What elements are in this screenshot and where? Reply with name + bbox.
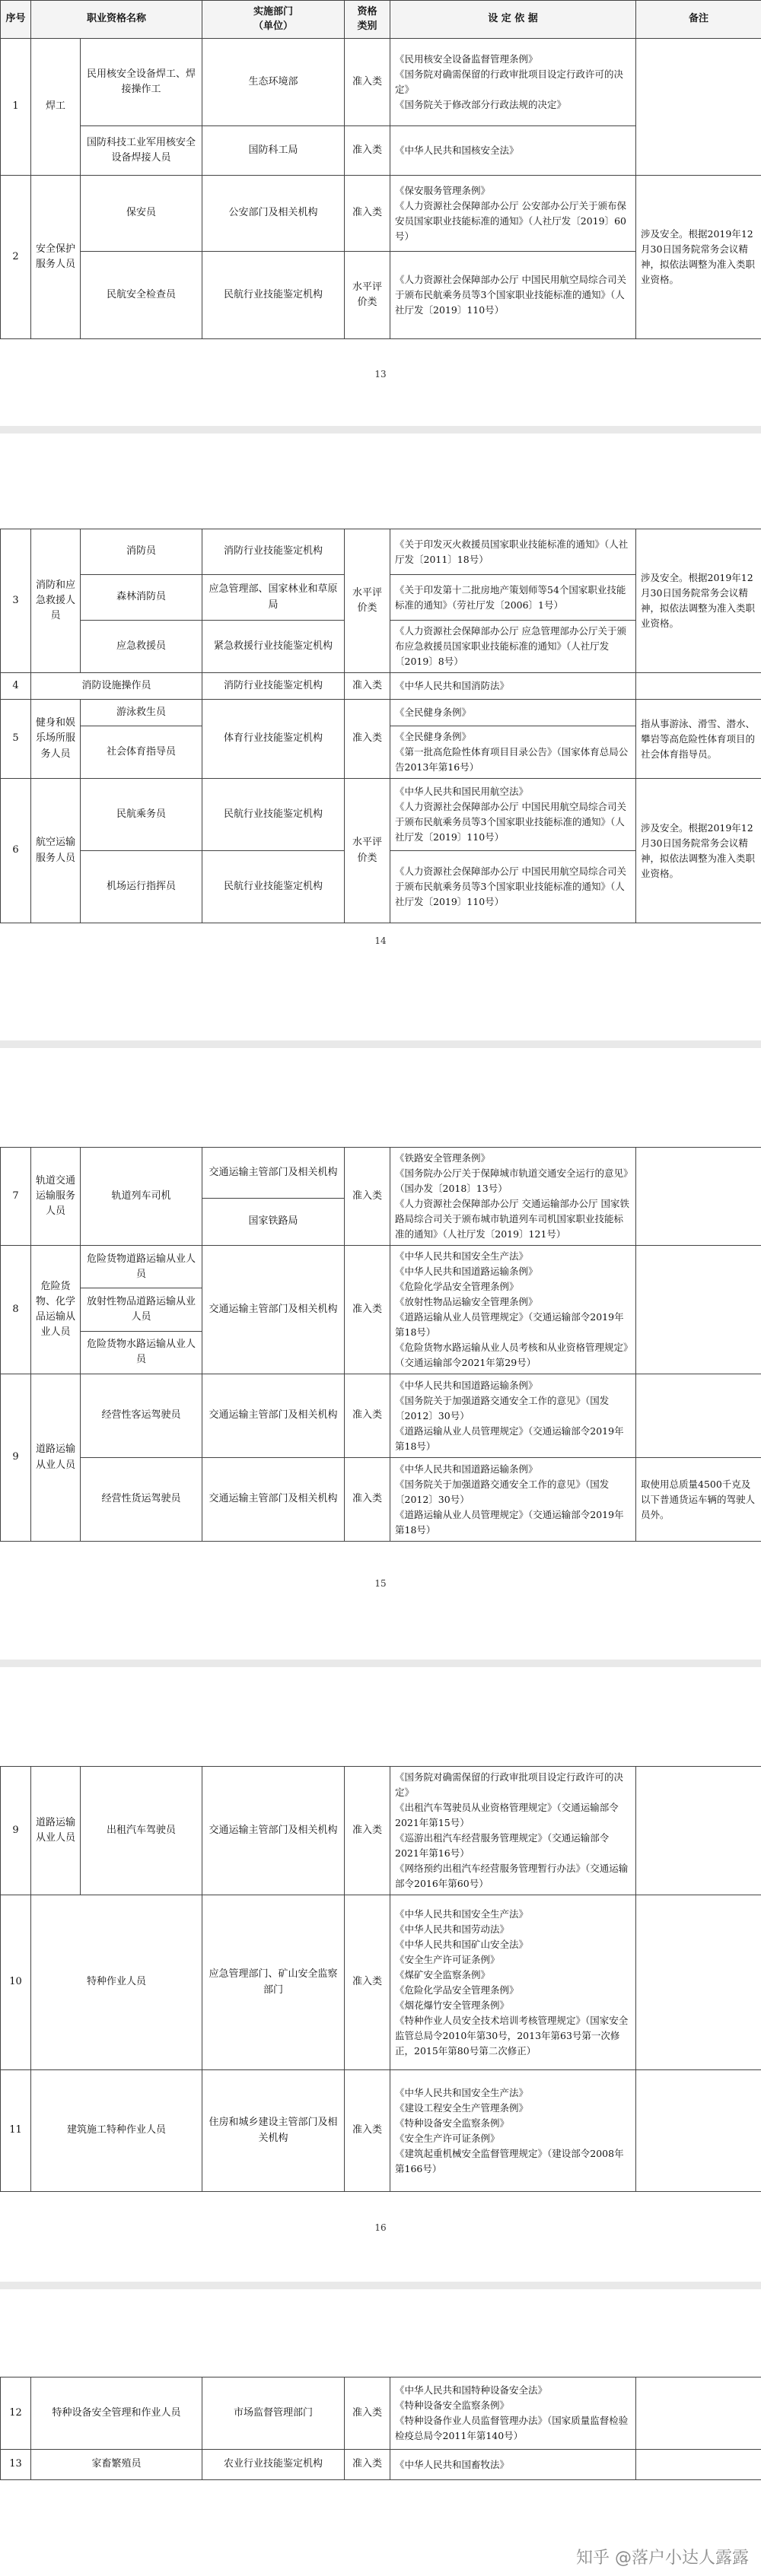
header-basis: 设 定 依 据	[390, 1, 636, 39]
row-subtitle: 放射性物品道路运输从业人员	[81, 1288, 202, 1331]
row-dept: 国家铁路局	[202, 1199, 345, 1246]
row-title: 航空运输服务人员	[31, 779, 81, 923]
row-no: 8	[1, 1246, 31, 1374]
row-title: 家畜繁殖员	[31, 2450, 202, 2480]
row-subtitle: 国防科技工业军用核安全设备焊接人员	[81, 126, 202, 176]
row-no: 9	[1, 1374, 31, 1542]
table-row	[1, 1246, 761, 1288]
row-dept: 国防科工局	[202, 126, 345, 176]
row-category: 水平评价类	[345, 252, 390, 339]
row-dept: 住房和城乡建设主管部门及相关机构	[202, 2070, 345, 2192]
row-no: 11	[1, 2070, 31, 2192]
row-dept: 体育行业技能鉴定机构	[202, 700, 345, 779]
page-number: 14	[374, 935, 387, 946]
row-dept: 民航行业技能鉴定机构	[202, 779, 345, 851]
row-subtitle: 危险货物水路运输从业人员	[81, 1331, 202, 1374]
table-row	[1, 39, 761, 126]
row-basis: 《全民健身条例》	[390, 700, 636, 726]
row-dept: 农业行业技能鉴定机构	[202, 2450, 345, 2480]
qualification-table-p16	[0, 1766, 761, 2192]
table-row	[1, 1895, 761, 2070]
row-basis: 《中华人民共和国道路运输条例》 《国务院关于加强道路交通安全工作的意见》（国发〔2012〕30号） 《道路运输从业人员管理规定》（交通运输部令2019年第18号）	[390, 1374, 636, 1458]
row-category: 准入类	[345, 1246, 390, 1374]
table-row	[1, 2450, 761, 2480]
row-title: 特种作业人员	[31, 1895, 202, 2070]
row-basis: 《人力资源社会保障部办公厅 中国民用航空局综合司关于颁布民航乘务员等3个国家职业技能标准的通知》（人社厅发〔2019〕110号）	[390, 252, 636, 339]
page-number: 16	[374, 2222, 387, 2233]
row-basis: 《中华人民共和国安全生产法》 《中华人民共和国劳动法》 《中华人民共和国矿山安全法》 《安全生产许可证条例》 《煤矿安全监察条例》 《危险化学品安全管理条例》 《烟花爆竹安全管理条例》 《特种作业人员安全技术培训考核管理规定》（国家安全监管总局令2010年第30号，2013年第63号第一次修正，2015年第80号第二次修正）	[390, 1895, 636, 2070]
row-basis: 《保安服务管理条例》 《人力资源社会保障部办公厅 公安部办公厅关于颁布保安员国家职业技能标准的通知》（人社厅发〔2019〕60号）	[390, 176, 636, 252]
row-title: 建筑施工特种作业人员	[31, 2070, 202, 2192]
row-note: 涉及安全。根据2019年12月30日国务院常务会议精神，拟依法调整为准入类职业资格。	[636, 176, 761, 339]
row-no: 10	[1, 1895, 31, 2070]
row-subtitle: 森林消防员	[81, 575, 202, 621]
table-row	[1, 176, 761, 252]
row-no: 9	[1, 1767, 31, 1895]
row-dept: 交通运输主管部门及相关机构	[202, 1246, 345, 1374]
row-category: 准入类	[345, 2450, 390, 2480]
table-row	[1, 1148, 761, 1199]
row-subtitle: 民航乘务员	[81, 779, 202, 851]
row-category: 准入类	[345, 39, 390, 126]
table-row	[1, 2070, 761, 2192]
row-basis: 《中华人民共和国消防法》	[390, 673, 636, 700]
row-title: 危险货物、化学品运输从业人员	[31, 1246, 81, 1374]
row-dept: 紧急救援行业技能鉴定机构	[202, 621, 345, 673]
table-row	[1, 1767, 761, 1895]
table-row	[1, 700, 761, 726]
row-subtitle: 轨道列车司机	[81, 1148, 202, 1246]
row-category: 准入类	[345, 673, 390, 700]
row-note: 涉及安全。根据2019年12月30日国务院常务会议精神，拟依法调整为准入类职业资格。	[636, 529, 761, 673]
page-15	[0, 1048, 761, 1626]
row-subtitle: 民航安全检查员	[81, 252, 202, 339]
row-category: 准入类	[345, 1767, 390, 1895]
row-note	[636, 1374, 761, 1458]
row-title: 特种设备安全管理和作业人员	[31, 2377, 202, 2450]
row-title: 轨道交通运输服务人员	[31, 1148, 81, 1246]
row-note	[636, 673, 761, 700]
row-dept: 交通运输主管部门及相关机构	[202, 1767, 345, 1895]
watermark: 知乎 @落户小达人露露	[576, 2549, 749, 2568]
row-dept: 交通运输主管部门及相关机构	[202, 1148, 345, 1199]
page-number: 13	[374, 369, 387, 380]
row-subtitle: 游泳救生员	[81, 700, 202, 726]
row-basis: 《关于印发灭火救援员国家职业技能标准的通知》（人社厅发〔2011〕18号）	[390, 529, 636, 575]
row-basis: 《人力资源社会保障部办公厅 应急管理部办公厅关于颁布应急救援员国家职业技能标准的通知》（人社厅发〔2019〕8号）	[390, 621, 636, 673]
header-note: 备注	[636, 1, 761, 39]
row-basis: 《中华人民共和国特种设备安全法》 《特种设备安全监察条例》 《特种设备作业人员监督管理办法》（国家质量监督检验检疫总局令2011年第140号）	[390, 2377, 636, 2450]
table-row	[1, 1374, 761, 1458]
row-no: 13	[1, 2450, 31, 2480]
qualification-table-p15	[0, 1147, 761, 1542]
row-no: 7	[1, 1148, 31, 1246]
row-basis: 《全民健身条例》 《第一批高危险性体育项目目录公告》（国家体育总局公告2013年第16号）	[390, 726, 636, 779]
qualification-table-p14	[0, 529, 761, 923]
row-basis: 《中华人民共和国安全生产法》 《中华人民共和国道路运输条例》 《危险化学品安全管理条例》 《放射性物品运输安全管理条例》 《道路运输从业人员管理规定》（交通运输部令2019年第18号） 《危险货物水路运输从业人员考核和从业资格管理规定》（交通运输部令2021年第29号）	[390, 1246, 636, 1374]
row-basis: 《人力资源社会保障部办公厅 中国民用航空局综合司关于颁布民航乘务员等3个国家职业技能标准的通知》（人社厅发〔2019〕110号）	[390, 851, 636, 923]
row-note	[636, 39, 761, 176]
row-category: 准入类	[345, 1148, 390, 1246]
row-title: 焊工	[31, 39, 81, 176]
row-basis: 《铁路安全管理条例》 《国务院办公厅关于保障城市轨道交通安全运行的意见》（国办发〔2018〕13号） 《人力资源社会保障部办公厅 交通运输部办公厅 国家铁路局综合司关于颁布城市轨道列车司机国家职业技能标准的通知》（人社厅发〔2019〕121号）	[390, 1148, 636, 1246]
row-category: 准入类	[345, 1458, 390, 1542]
row-no: 2	[1, 176, 31, 339]
row-category: 水平评价类	[345, 529, 390, 673]
row-title: 道路运输从业人员	[31, 1767, 81, 1895]
row-dept: 民航行业技能鉴定机构	[202, 252, 345, 339]
row-dept: 交通运输主管部门及相关机构	[202, 1374, 345, 1458]
row-subtitle: 机场运行指挥员	[81, 851, 202, 923]
page-16	[0, 1667, 761, 2291]
row-note: 指从事游泳、滑雪、潜水、攀岩等高危险性体育项目的社会体育指导员。	[636, 700, 761, 779]
row-note	[636, 2070, 761, 2192]
row-subtitle: 民用核安全设备焊工、焊接操作工	[81, 39, 202, 126]
row-basis: 《中华人民共和国核安全法》	[390, 126, 636, 176]
row-note	[636, 1767, 761, 1895]
row-no: 1	[1, 39, 31, 176]
row-title: 道路运输从业人员	[31, 1374, 81, 1542]
row-basis: 《关于印发第十二批房地产策划师等54个国家职业技能标准的通知》（劳社厅发〔2006〕1号）	[390, 575, 636, 621]
table-header-row	[1, 1, 761, 39]
row-subtitle: 消防员	[81, 529, 202, 575]
row-dept: 公安部门及相关机构	[202, 176, 345, 252]
qualification-table-p17	[0, 2377, 761, 2480]
row-dept: 民航行业技能鉴定机构	[202, 851, 345, 923]
row-category: 准入类	[345, 176, 390, 252]
header-category: 资格 类别	[345, 1, 390, 39]
page-13	[0, 0, 761, 395]
page-17	[0, 2289, 761, 2576]
row-category: 准入类	[345, 2070, 390, 2192]
row-subtitle: 出租汽车驾驶员	[81, 1767, 202, 1895]
row-subtitle: 危险货物道路运输从业人员	[81, 1246, 202, 1288]
row-subtitle: 应急救援员	[81, 621, 202, 673]
row-category: 准入类	[345, 700, 390, 779]
row-no: 5	[1, 700, 31, 779]
qualification-table-p13	[0, 0, 761, 339]
row-dept: 交通运输主管部门及相关机构	[202, 1458, 345, 1542]
row-note	[636, 1895, 761, 2070]
row-category: 准入类	[345, 2377, 390, 2450]
row-subtitle: 保安员	[81, 176, 202, 252]
row-no: 12	[1, 2377, 31, 2450]
row-category: 准入类	[345, 1895, 390, 2070]
row-no: 4	[1, 673, 31, 700]
row-title: 安全保护服务人员	[31, 176, 81, 339]
table-row	[1, 2377, 761, 2450]
page-number: 15	[374, 1578, 387, 1589]
row-subtitle: 社会体育指导员	[81, 726, 202, 779]
row-basis: 《民用核安全设备监督管理条例》 《国务院对确需保留的行政审批项目设定行政许可的决定》 《国务院关于修改部分行政法规的决定》	[390, 39, 636, 126]
row-title: 健身和娱乐场所服务人员	[31, 700, 81, 779]
row-category: 准入类	[345, 1374, 390, 1458]
table-row	[1, 1458, 761, 1542]
row-note: 涉及安全。根据2019年12月30日国务院常务会议精神，拟依法调整为准入类职业资格。	[636, 779, 761, 923]
row-note	[636, 2450, 761, 2480]
row-dept: 消防行业技能鉴定机构	[202, 673, 345, 700]
row-no: 3	[1, 529, 31, 673]
row-dept: 应急管理部、国家林业和草原局	[202, 575, 345, 621]
row-dept: 生态环境部	[202, 39, 345, 126]
row-note	[636, 2377, 761, 2450]
page-separator	[0, 426, 761, 434]
row-basis: 《中华人民共和国民用航空法》 《人力资源社会保障部办公厅 中国民用航空局综合司关于颁布民航乘务员等3个国家职业技能标准的通知》（人社厅发〔2019〕110号）	[390, 779, 636, 851]
page-14	[0, 434, 761, 1042]
table-row	[1, 529, 761, 575]
row-subtitle: 经营性货运驾驶员	[81, 1458, 202, 1542]
row-no: 6	[1, 779, 31, 923]
row-basis: 《中华人民共和国安全生产法》 《建设工程安全生产管理条例》 《特种设备安全监察条例》 《安全生产许可证条例》 《建筑起重机械安全监督管理规定》（建设部令2008年第166号）	[390, 2070, 636, 2192]
row-category: 水平评价类	[345, 779, 390, 923]
table-row	[1, 779, 761, 851]
page-separator	[0, 1040, 761, 1048]
row-title: 消防和应急救援人员	[31, 529, 81, 673]
page-separator	[0, 2282, 761, 2289]
table-row	[1, 673, 761, 700]
header-no: 序号	[1, 1, 31, 39]
row-dept: 应急管理部门、矿山安全监察部门	[202, 1895, 345, 2070]
row-note	[636, 1148, 761, 1246]
row-basis: 《国务院对确需保留的行政审批项目设定行政许可的决定》 《出租汽车驾驶员从业资格管理规定》（交通运输部令2021年第15号） 《巡游出租汽车经营服务管理规定》（交通运输部令2021年第16号） 《网络预约出租汽车经营服务管理暂行办法》（交通运输部令2016年第60号）	[390, 1767, 636, 1895]
row-dept: 消防行业技能鉴定机构	[202, 529, 345, 575]
page-separator	[0, 1660, 761, 1667]
row-basis: 《中华人民共和国道路运输条例》 《国务院关于加强道路交通安全工作的意见》（国发〔2012〕30号） 《道路运输从业人员管理规定》（交通运输部令2019年第18号）	[390, 1458, 636, 1542]
header-dept: 实施部门 （单位）	[202, 1, 345, 39]
row-dept: 市场监督管理部门	[202, 2377, 345, 2450]
row-note	[636, 1246, 761, 1374]
row-category: 准入类	[345, 126, 390, 176]
header-title: 职业资格名称	[31, 1, 202, 39]
row-subtitle: 经营性客运驾驶员	[81, 1374, 202, 1458]
row-basis: 《中华人民共和国畜牧法》	[390, 2450, 636, 2480]
row-note: 取使用总质量4500千克及以下普通货运车辆的驾驶人员外。	[636, 1458, 761, 1542]
row-title: 消防设施操作员	[31, 673, 202, 700]
